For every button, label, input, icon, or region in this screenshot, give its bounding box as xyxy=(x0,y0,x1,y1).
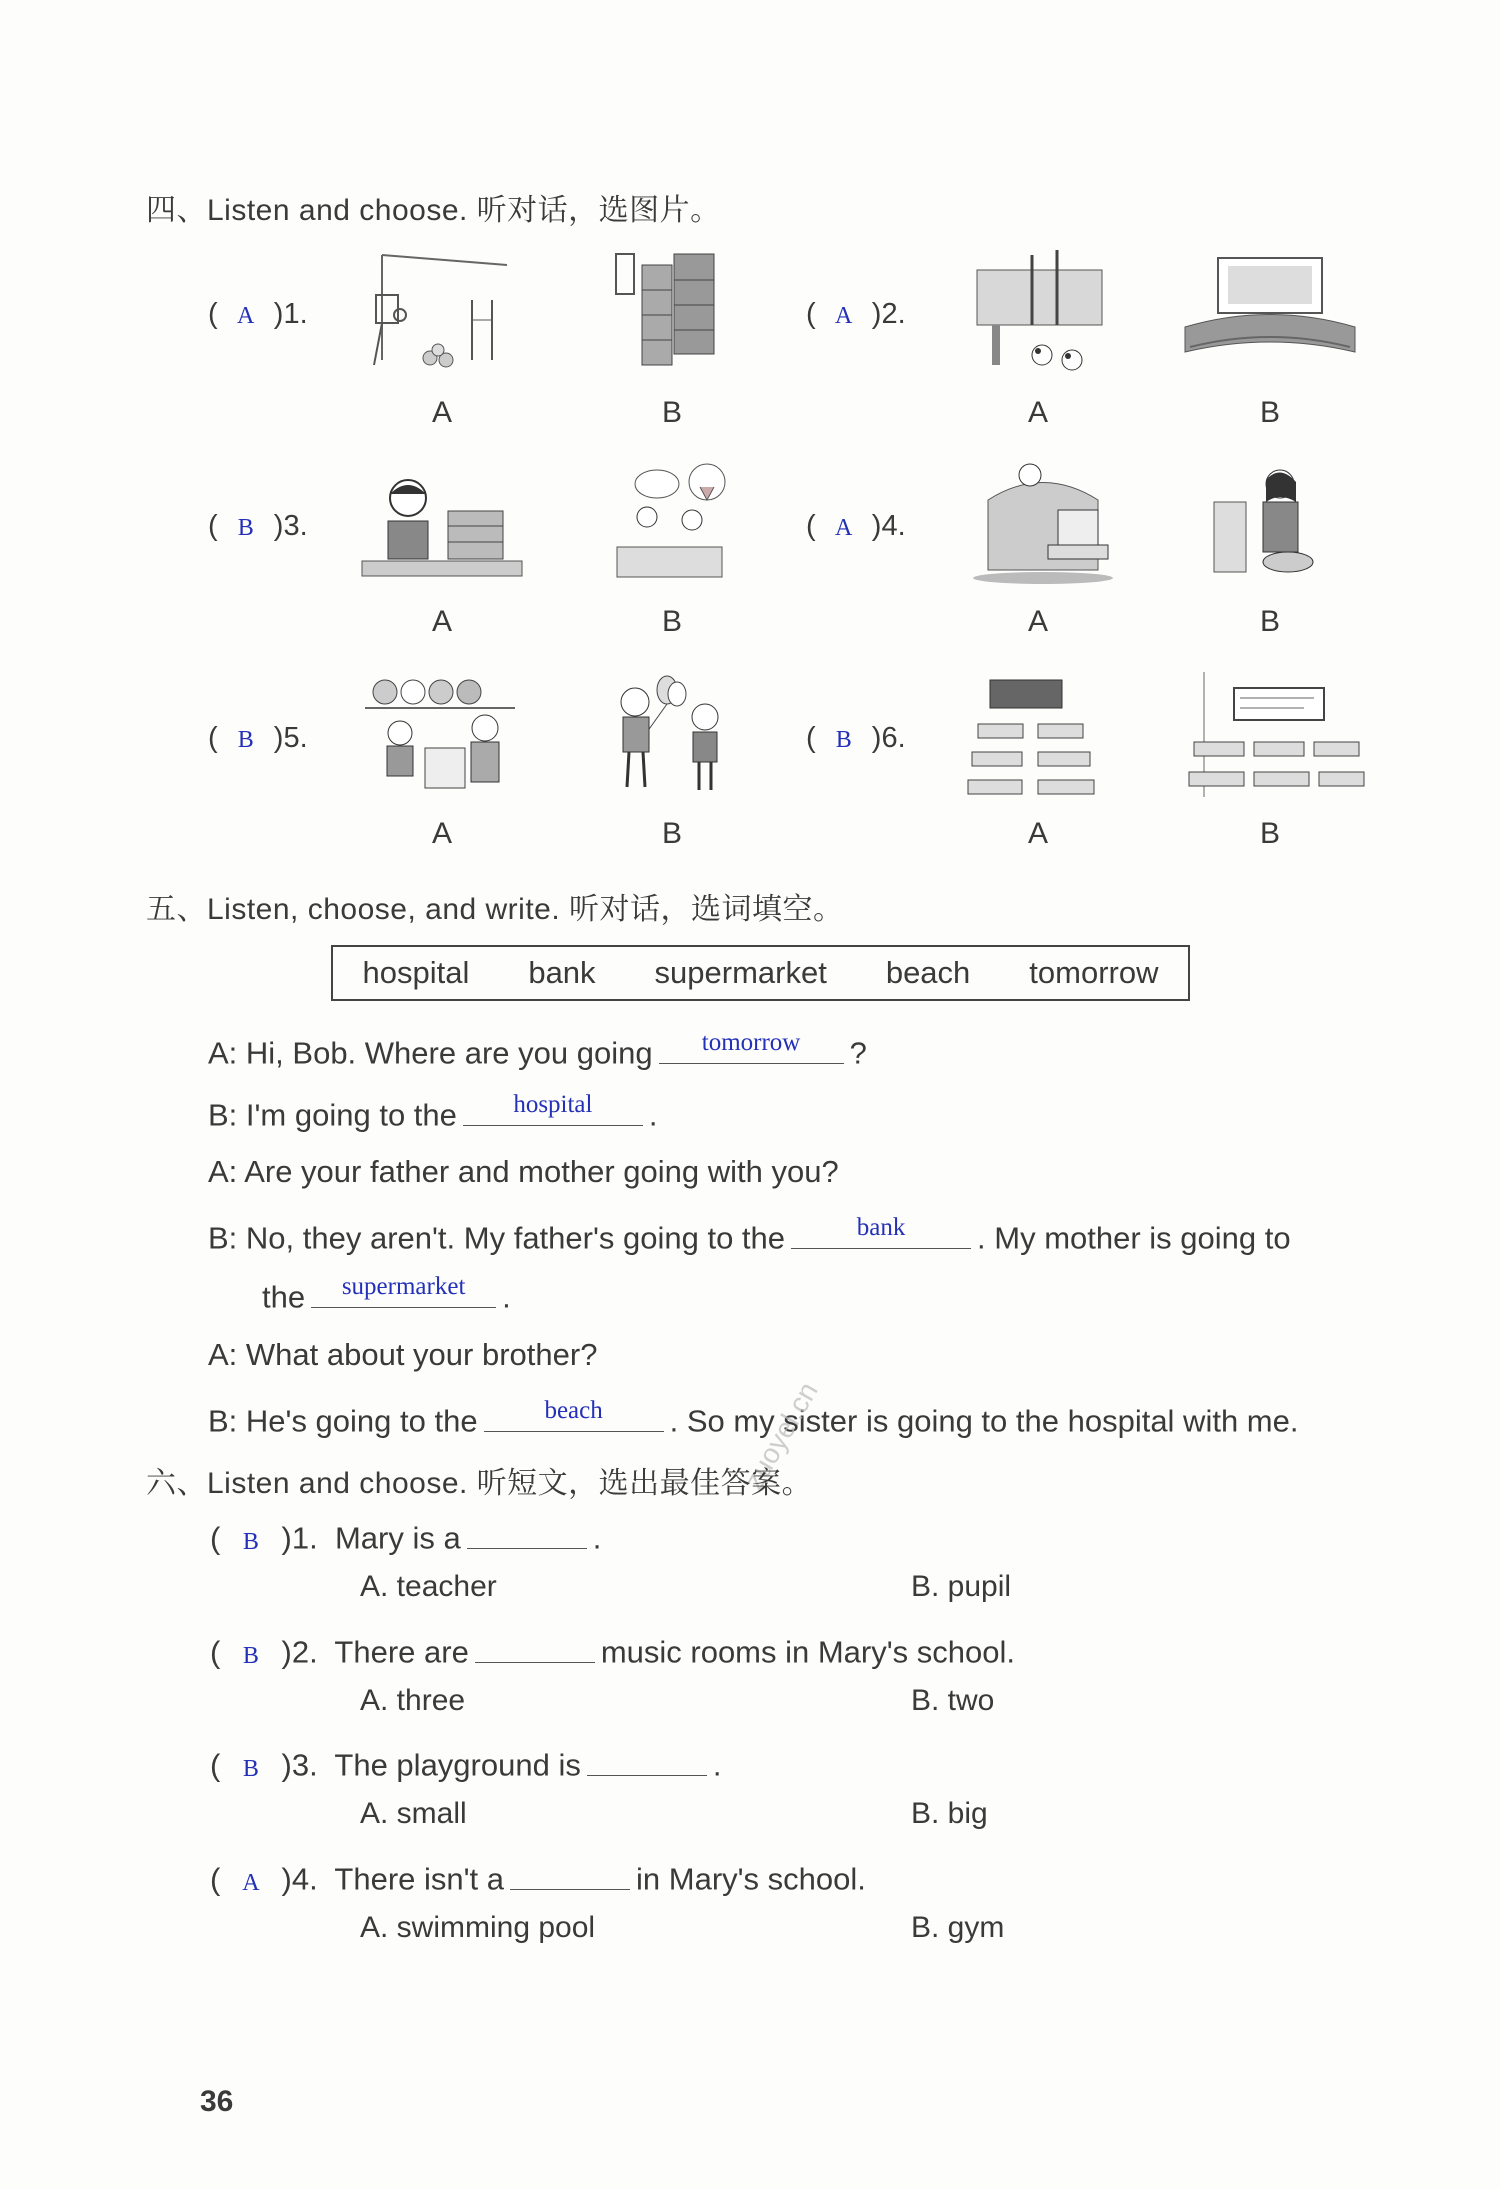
dialogue-line-7 xyxy=(208,1398,1298,1440)
dialogue-text: . So my sister is going to the hospital with me. xyxy=(669,1403,1299,1439)
man-computer-sofa-picture xyxy=(968,460,1118,585)
word-bank-item: tomorrow xyxy=(1029,955,1159,990)
answer-blank[interactable] xyxy=(587,1742,707,1776)
dialogue-text: B: No, they aren't. My father's going to the xyxy=(208,1220,786,1256)
page-number: 36 xyxy=(200,2085,234,2118)
question-2-bracket: ( A )2. xyxy=(806,298,906,330)
question-text: . xyxy=(592,1520,602,1556)
question-text: music rooms in Mary's school. xyxy=(600,1634,1015,1670)
question-4-bracket: ( A )4. xyxy=(806,510,906,542)
filled-answer: tomorrow xyxy=(701,1028,801,1056)
question-number: 1. xyxy=(291,1520,318,1556)
answer-mark: A xyxy=(835,515,853,541)
question-row: ( B )2. There are music rooms in Mary's school. xyxy=(210,1629,1015,1671)
word-bank-item: hospital xyxy=(362,955,470,990)
boy-reading-books-picture xyxy=(358,476,528,586)
answer-blank[interactable] xyxy=(475,1629,595,1663)
answer-mark: B xyxy=(237,515,254,541)
answer-mark: B xyxy=(242,1642,259,1669)
kids-buying-balls-picture xyxy=(365,678,525,803)
answer-blank[interactable] xyxy=(484,1398,664,1432)
gym-basketball-picture xyxy=(372,250,512,375)
library-shelves-picture xyxy=(612,250,727,375)
question-row: ( B )1. Mary is a . xyxy=(210,1515,601,1557)
word-bank-item: beach xyxy=(885,955,971,990)
question-3-bracket: ( B )3. xyxy=(208,510,308,542)
option-a[interactable]: A. swimming pool xyxy=(360,1911,596,1944)
question-number: 4. xyxy=(881,510,906,542)
option-a[interactable]: A. three xyxy=(360,1684,466,1717)
question-text: Mary is a xyxy=(334,1520,461,1556)
question-5-bracket: ( B )5. xyxy=(208,722,308,754)
question-1-bracket: ( A )1. xyxy=(208,298,308,330)
dialogue-text: . My mother is going to xyxy=(977,1220,1291,1256)
answer-mark: A xyxy=(242,1869,260,1896)
answer-blank[interactable] xyxy=(311,1274,496,1308)
section-4-heading: 四、Listen and choose. 听对话，选图片。 xyxy=(146,194,721,227)
answer-mark: B xyxy=(242,1755,259,1782)
filled-answer: bank xyxy=(856,1213,906,1241)
question-number: 3. xyxy=(291,1747,318,1783)
dialogue-text: ? xyxy=(849,1035,867,1071)
woman-cooking-picture xyxy=(1208,462,1328,587)
answer-mark: B xyxy=(237,727,254,753)
question-number: 6. xyxy=(881,722,906,754)
empty-classroom-picture xyxy=(968,676,1108,801)
answer-blank[interactable] xyxy=(791,1215,971,1249)
dialogue-line-5 xyxy=(262,1274,511,1316)
question-text: . xyxy=(712,1747,722,1783)
option-label-b: B xyxy=(1259,605,1280,638)
filled-answer: supermarket xyxy=(341,1272,466,1300)
question-row: ( A )4. There isn't a in Mary's school. xyxy=(210,1856,866,1898)
question-6-bracket: ( B )6. xyxy=(806,722,906,754)
kids-ice-cream-picture xyxy=(612,462,732,587)
option-label-b: B xyxy=(661,605,682,638)
option-a[interactable]: A. teacher xyxy=(360,1570,497,1603)
word-bank-item: bank xyxy=(528,955,596,990)
zoo-animals-picture xyxy=(972,250,1107,375)
option-b[interactable]: B. gym xyxy=(911,1911,1005,1944)
filled-answer: hospital xyxy=(513,1090,593,1118)
answer-mark: B xyxy=(835,727,852,753)
answer-mark: B xyxy=(242,1528,259,1555)
answer-mark: A xyxy=(237,303,255,329)
section-5-heading: 五、Listen, choose, and write. 听对话，选词填空。 xyxy=(146,893,844,926)
question-text: in Mary's school. xyxy=(636,1861,866,1897)
dialogue-line-6: A: What about your brother? xyxy=(208,1337,598,1372)
filled-answer: beach xyxy=(544,1396,603,1424)
option-b[interactable]: B. two xyxy=(911,1684,995,1717)
cinema-audience-picture xyxy=(1180,252,1360,372)
answer-blank[interactable] xyxy=(467,1515,587,1549)
answer-mark: A xyxy=(835,303,853,329)
boy-girl-balloons-picture xyxy=(605,672,735,802)
question-number: 2. xyxy=(291,1634,318,1670)
option-label-a: A xyxy=(1027,605,1048,638)
dialogue-text: B: I'm going to the xyxy=(208,1097,457,1133)
option-label-a: A xyxy=(431,605,452,638)
word-bank-box xyxy=(331,945,1190,1001)
option-label-a: A xyxy=(1027,396,1048,429)
answer-blank[interactable] xyxy=(659,1030,844,1064)
answer-blank[interactable] xyxy=(510,1856,630,1890)
option-label-a: A xyxy=(431,396,452,429)
option-label-b: B xyxy=(661,396,682,429)
dialogue-text: B: He's going to the xyxy=(208,1403,478,1439)
dialogue-text: A: Hi, Bob. Where are you going xyxy=(208,1035,653,1071)
option-label-b: B xyxy=(1259,396,1280,429)
option-label-a: A xyxy=(1027,817,1048,850)
dialogue-line-1 xyxy=(208,1030,867,1072)
question-number: 3. xyxy=(283,510,308,542)
option-label-b: B xyxy=(1259,817,1280,850)
dialogue-line-3: A: Are your father and mother going with you? xyxy=(208,1154,839,1189)
question-number: 4. xyxy=(291,1861,318,1897)
dialogue-line-2 xyxy=(208,1092,658,1134)
question-text: There are xyxy=(334,1634,469,1670)
question-text: There isn't a xyxy=(334,1861,505,1897)
classroom-board-picture xyxy=(1184,672,1364,802)
option-b[interactable]: B. pupil xyxy=(911,1570,1012,1603)
answer-blank[interactable] xyxy=(463,1092,643,1126)
option-a[interactable]: A. small xyxy=(360,1797,467,1830)
dialogue-text: . xyxy=(648,1097,658,1133)
question-number: 2. xyxy=(881,298,906,330)
watermark: zuoyel.cn xyxy=(737,1376,824,1495)
question-text: The playground is xyxy=(334,1747,581,1783)
question-number: 5. xyxy=(283,722,308,754)
option-label-a: A xyxy=(431,817,452,850)
section-6-heading: 六、Listen and choose. 听短文，选出最佳答案。 xyxy=(146,1467,813,1500)
option-b[interactable]: B. big xyxy=(911,1797,988,1830)
question-number: 1. xyxy=(283,298,308,330)
option-label-b: B xyxy=(661,817,682,850)
question-row: ( B )3. The playground is . xyxy=(210,1742,721,1784)
word-bank-item: supermarket xyxy=(654,955,827,990)
dialogue-text: . xyxy=(502,1279,511,1315)
dialogue-line-4 xyxy=(208,1215,1291,1257)
dialogue-text: the xyxy=(262,1279,306,1315)
